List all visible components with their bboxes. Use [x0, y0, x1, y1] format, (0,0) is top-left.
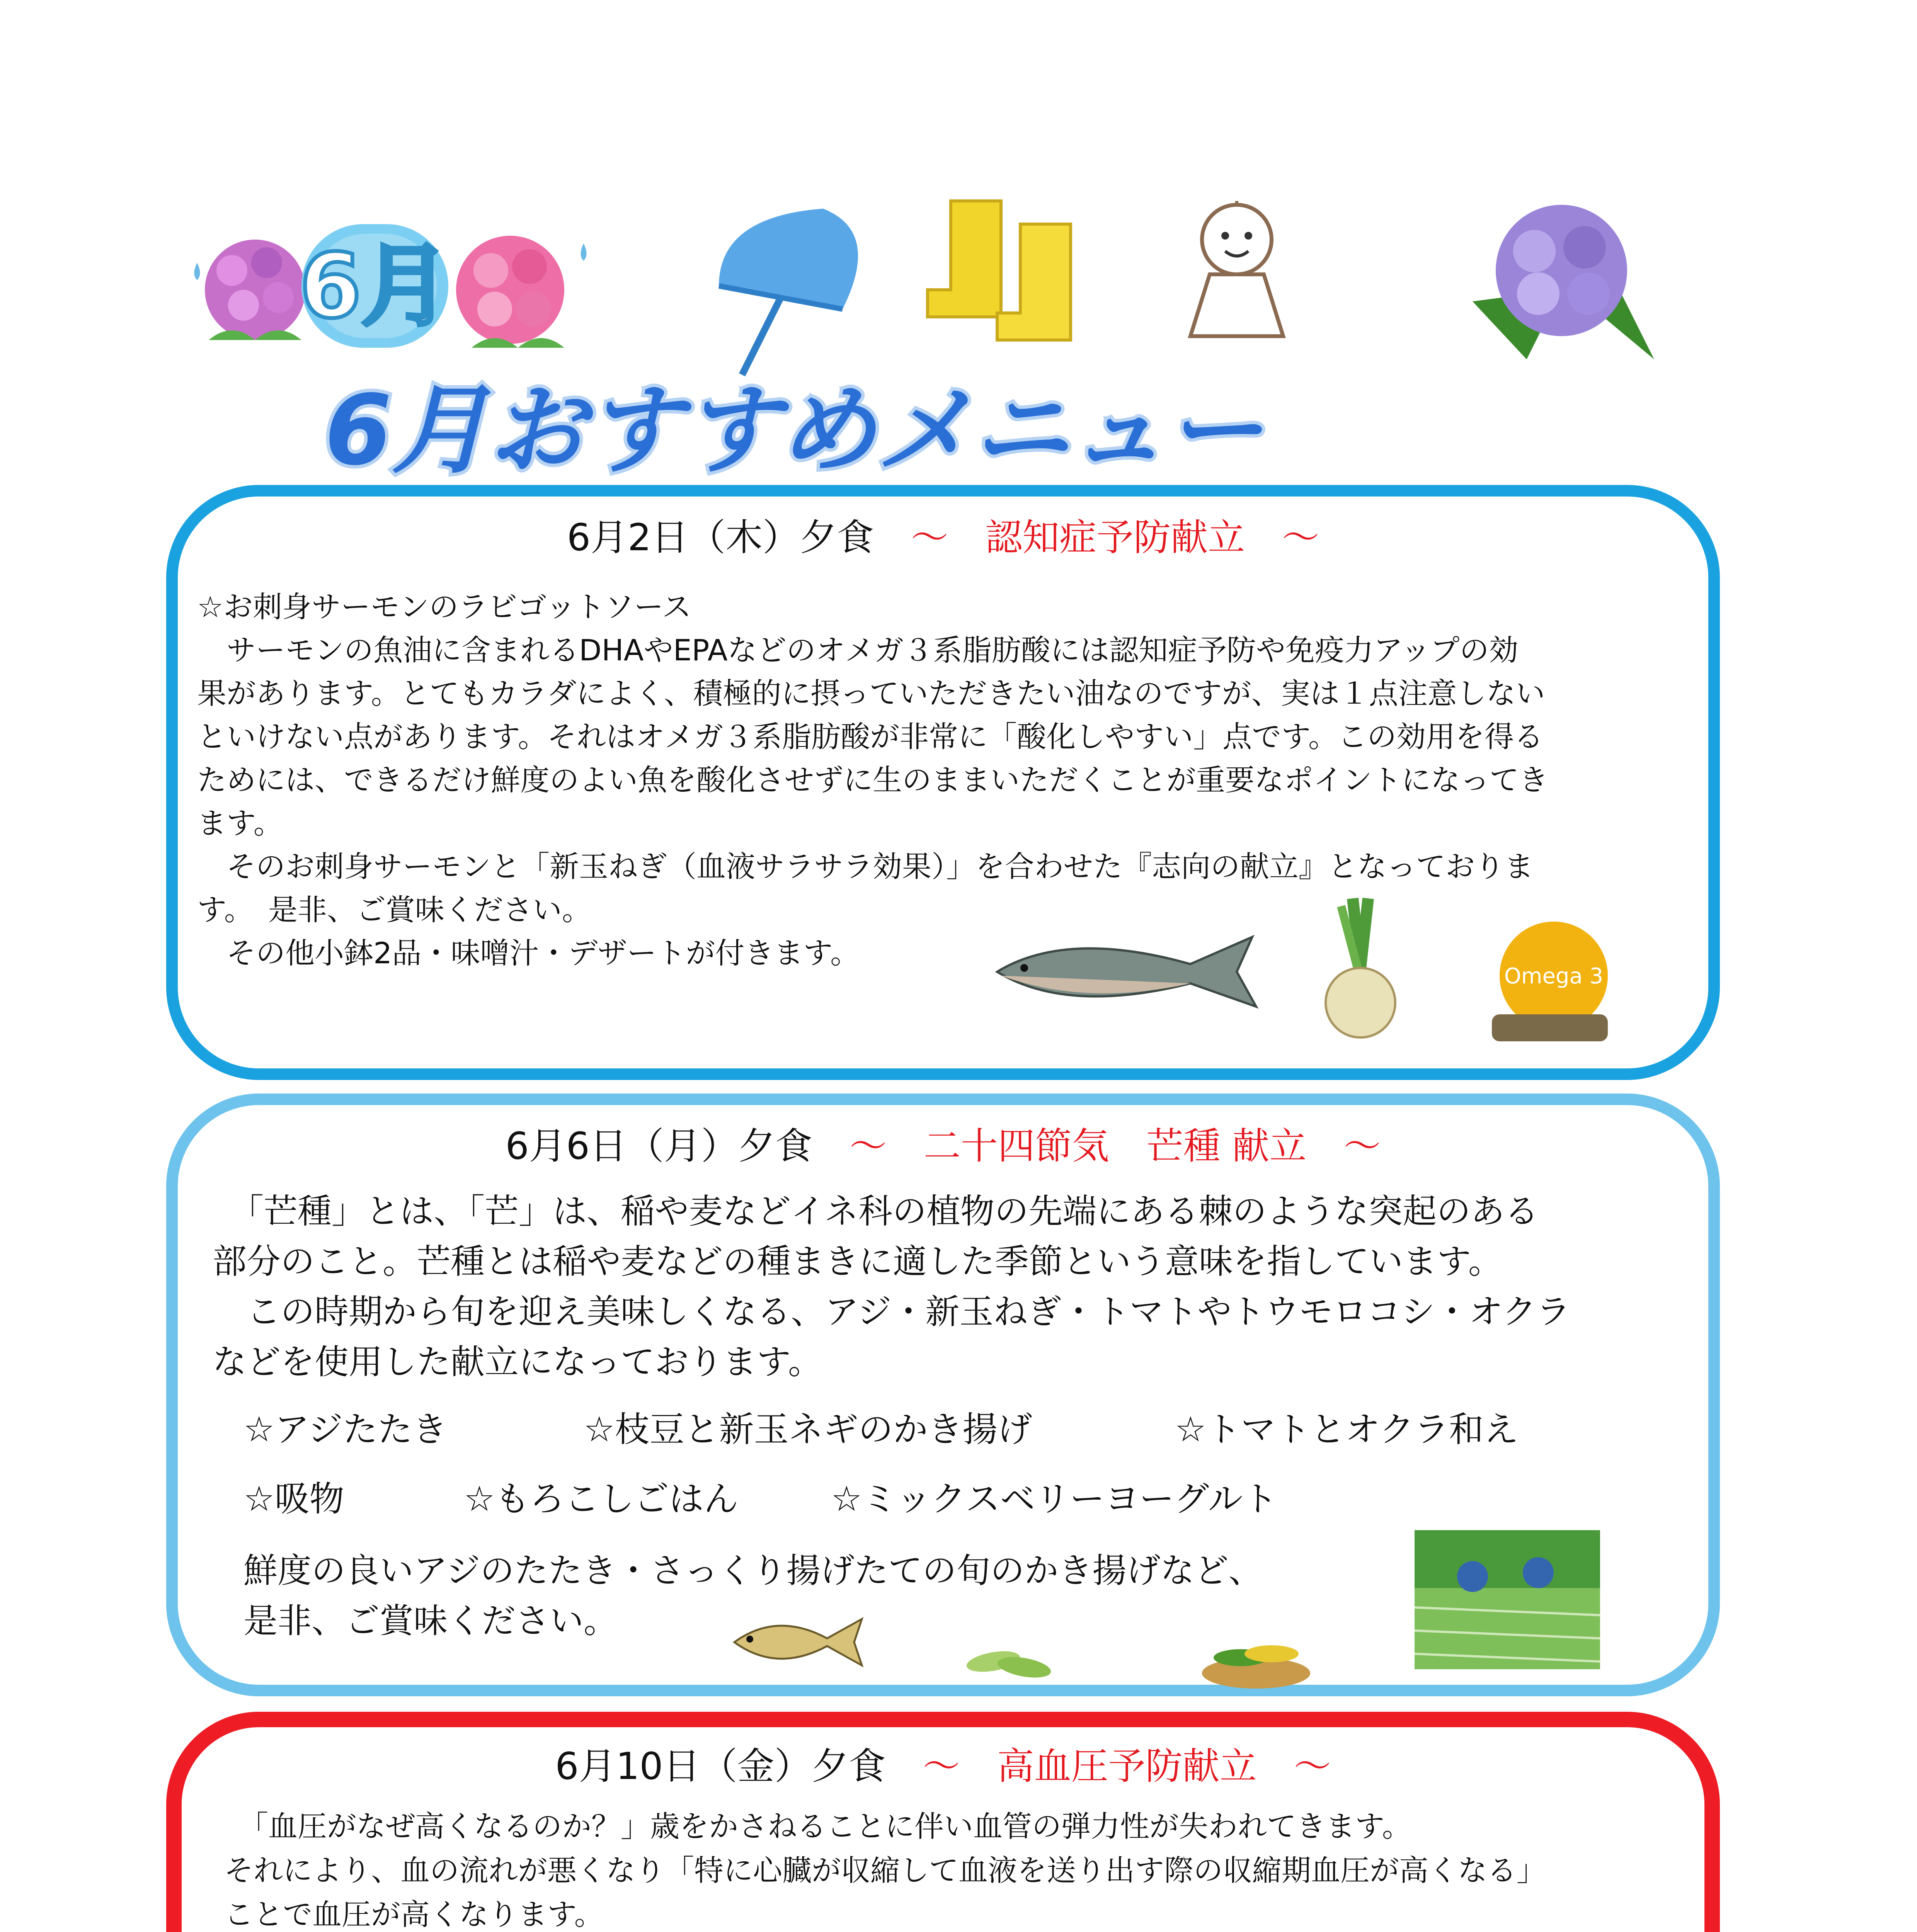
body-line: 「芒種」とは、「芒」は、稲や麦などイネ科の植物の先端にある棘のような突起のある [213, 1191, 1539, 1231]
svg-text:6月: 6月 [299, 235, 451, 338]
section-1-body [197, 585, 1704, 975]
omega3-icon [1480, 914, 1619, 1053]
month-badge [300, 224, 450, 348]
section-3-title [182, 1737, 1704, 1790]
menu-row-1 [243, 1406, 1519, 1453]
svg-text:6月おすすめメニュー: 6月おすすめメニュー [325, 374, 1263, 486]
section-3-theme: ～ 高血圧予防献立 ～ [923, 1745, 1331, 1788]
body-line: 鮮度の良いアジのたたき・さっくり揚げたての旬のかき揚げなど、 [243, 1551, 1263, 1590]
page-title [317, 371, 1476, 487]
body-line: 是非、ご賞味ください。 [243, 1601, 618, 1641]
menu-row-2 [243, 1476, 1277, 1522]
section-2-title [178, 1117, 1708, 1170]
section-panel-1 [166, 485, 1720, 1080]
rain-boots-icon [928, 201, 1071, 340]
body-line: それにより、血の流れが悪くなり「特に心臓が収縮して血液を送り出す際の収縮期血圧が高くなる」 [224, 1853, 1546, 1888]
section-2-body [213, 1186, 1712, 1387]
section-3-date: 6月10日（金）夕食 [555, 1745, 886, 1788]
edamame-icon [962, 1642, 1055, 1685]
menu-item: ☆ミックスベリーヨーグルト [831, 1479, 1278, 1519]
umbrella-icon [719, 209, 858, 375]
okra-basket-icon [1198, 1615, 1314, 1692]
body-line: ためには、できるだけ鮮度のよい魚を酸化させずに生のままいただくことが重要なポイントになってき [197, 763, 1548, 797]
section-1-date: 6月2日（木）夕食 [567, 516, 874, 559]
section-1-theme: ～ 認知症予防献立 ～ [911, 516, 1319, 559]
body-line: その他小鉢2品・味噌汁・デザートが付きます。 [197, 936, 860, 970]
section-2-date: 6月6日（月）夕食 [505, 1124, 812, 1168]
body-line: といけない点があります。それはオメガ３系脂肪酸が非常に「酸化しやすい」点です。この効用を得る [197, 719, 1544, 754]
body-line: ことで血圧が高くなります。 [224, 1897, 604, 1932]
header-decoration [186, 193, 1809, 379]
menu-item: ☆アジたたき [243, 1409, 448, 1450]
body-line: 果があります。とてもカラダによく、積極的に摂っていただきたい油なのですが、実は１点注意しない [197, 676, 1545, 711]
horse-mackerel-icon [730, 1607, 870, 1677]
hydrangea-purple-icon [1473, 205, 1654, 359]
menu-item: ☆トマトとオクラ和え [1175, 1409, 1519, 1450]
menu-item: ☆吸物 [243, 1479, 344, 1519]
section-panel-2 [166, 1094, 1720, 1696]
hydrangea-icon [205, 240, 305, 340]
menu-item: ☆枝豆と新玉ネギのかき揚げ [584, 1409, 1032, 1450]
body-line: ます。 [197, 806, 283, 840]
body-line: そのお刺身サーモンと「新玉ねぎ（血液サラサラ効果）」を合わせた『志向の献立』となっておりま [197, 849, 1534, 884]
body-line: 「血圧がなぜ高くなるのか？」歳をかさねることに伴い血管の弾力性が失われてきます。 [224, 1809, 1411, 1844]
hydrangea-pink-icon [456, 236, 564, 348]
onion-icon [1318, 891, 1403, 1045]
section-2-theme: ～ 二十四節気 芒種 献立 ～ [849, 1124, 1381, 1168]
body-line: 部分のこと。芒種とは稲や麦などの種まきに適した季節という意味を指しています。 [213, 1242, 1502, 1281]
teru-teru-bozu-icon [1190, 201, 1283, 336]
salmon-icon [989, 922, 1268, 1022]
section-1-title [178, 508, 1708, 561]
svg-text:Omega 3: Omega 3 [1504, 964, 1604, 989]
body-line: などを使用した献立になっております。 [213, 1342, 822, 1382]
section-3-body [224, 1804, 1712, 1932]
menu-item: ☆もろこしごはん [464, 1479, 739, 1519]
section-panel-3 [166, 1712, 1720, 1932]
body-line: サーモンの魚油に含まれるDHAやEPAなどのオメガ３系脂肪酸には認知症予防や免疫力アップの効 [197, 633, 1519, 667]
body-line: す。 是非、ご賞味ください。 [197, 893, 591, 927]
rice-planting-photo [1415, 1530, 1600, 1669]
body-line: この時期から旬を迎え美味しくなる、アジ・新玉ねぎ・トマトやトウモロコシ・オクラ [213, 1292, 1570, 1332]
body-line: ☆お刺身サーモンのラビゴットソース [197, 590, 691, 624]
